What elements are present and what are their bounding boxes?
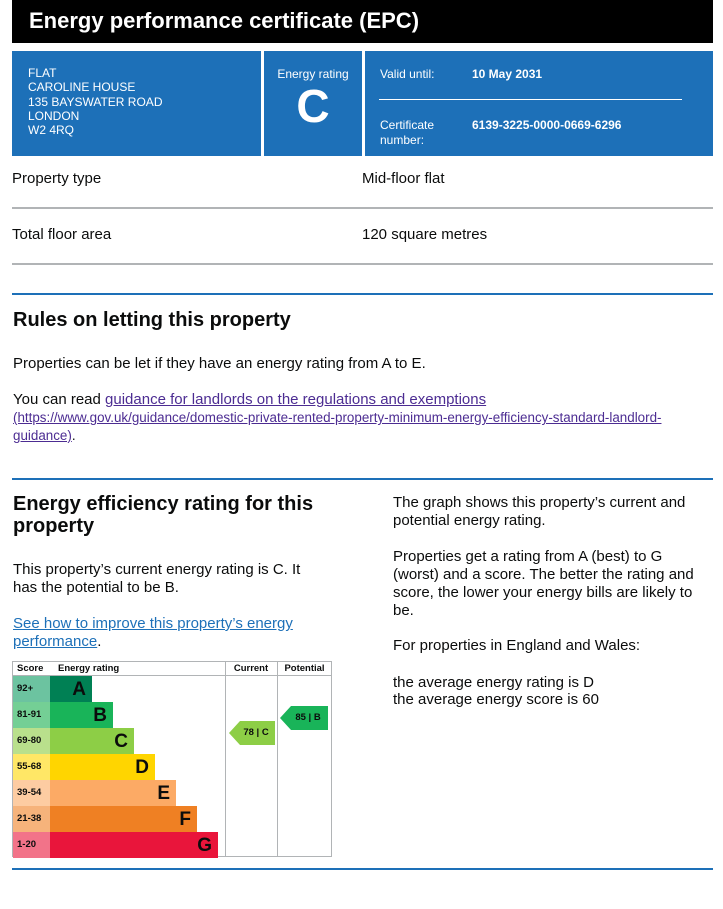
improve-energy-link[interactable]: See how to improve this property’s energy performance xyxy=(13,615,293,650)
potential-column-header: Potential xyxy=(284,663,325,674)
band-score-c: 69-80 xyxy=(13,728,50,754)
property-type-label: Property type xyxy=(12,170,102,187)
band-score-a: 92+ xyxy=(13,676,50,702)
section-divider xyxy=(12,293,713,295)
energy-rating-label: Energy rating xyxy=(277,67,349,81)
graph-description: The graph shows this property’s current and potential energy rating. xyxy=(393,494,686,529)
certificate-number-label: Certificate number: xyxy=(380,118,435,147)
property-type-value: Mid-floor flat xyxy=(362,170,445,187)
rating-explanation: Properties get a rating from A (best) to G (worst) and a score. The better the rating and score, the lower your energy bills are likely to be. xyxy=(393,548,694,619)
floor-area-value: 120 square metres xyxy=(362,226,488,243)
band-score-b: 81-91 xyxy=(13,702,50,728)
band-bar-g xyxy=(50,832,218,858)
section-divider xyxy=(12,868,713,870)
energy-rating-box xyxy=(264,51,362,156)
band-letter: A xyxy=(72,679,86,700)
property-address xyxy=(12,51,261,156)
address-line: FLAT xyxy=(28,66,57,80)
score-column-header: Score xyxy=(17,663,44,674)
improve-paragraph: See how to improve this property’s energy performance. xyxy=(13,615,293,650)
column-divider xyxy=(277,662,278,856)
epc-rating-chart xyxy=(12,661,332,857)
average-score: the average energy score is 60 xyxy=(393,691,599,708)
section-divider xyxy=(12,478,713,480)
landlord-guidance-link[interactable]: guidance for landlords on the regulations and exemptions xyxy=(105,391,487,408)
energy-rating-letter: C xyxy=(296,80,330,132)
band-bar-b xyxy=(50,702,113,728)
band-score-f: 21-38 xyxy=(13,806,50,832)
letting-paragraph: Properties can be let if they have an energy rating from A to E. xyxy=(13,355,426,372)
current-column-header: Current xyxy=(233,663,269,674)
band-letter: C xyxy=(114,731,128,752)
band-letter: G xyxy=(197,835,212,856)
band-letter: E xyxy=(157,783,170,804)
efficiency-paragraph: This property’s current energy rating is C. It has the potential to be B. xyxy=(13,561,301,596)
page-title: Energy performance certificate (EPC) xyxy=(12,0,713,43)
divider xyxy=(12,207,713,209)
band-score-d: 55-68 xyxy=(13,754,50,780)
divider xyxy=(12,263,713,265)
average-rating: the average energy rating is D xyxy=(393,674,594,691)
band-bar-a xyxy=(50,676,92,702)
address-line: LONDON xyxy=(28,108,80,123)
address-line: W2 4RQ xyxy=(28,123,75,138)
certificate-number-value: 6139-3225-0000-0669-6296 xyxy=(472,118,622,132)
divider xyxy=(379,99,682,100)
floor-area-row xyxy=(12,226,713,243)
rating-column-header: Energy rating xyxy=(58,663,120,674)
valid-until-label: Valid until: xyxy=(380,67,435,81)
certificate-validity xyxy=(365,51,713,156)
floor-area-label: Total floor area xyxy=(12,226,112,243)
band-letter: B xyxy=(93,705,107,726)
band-bar-d xyxy=(50,754,155,780)
band-score-g: 1-20 xyxy=(13,832,50,858)
potential-rating-arrow xyxy=(280,706,328,730)
letting-guidance-paragraph: You can read guidance for landlords on the regulations and exemptions xyxy=(13,391,487,408)
band-bar-f xyxy=(50,806,197,832)
column-divider xyxy=(225,662,226,856)
band-bar-c xyxy=(50,728,134,754)
potential-rating-arrow-label: 85 | B xyxy=(295,712,321,723)
current-rating-arrow-label: 78 | C xyxy=(243,727,269,738)
band-letter: F xyxy=(179,809,191,830)
england-wales-note: For properties in England and Wales: xyxy=(393,637,641,654)
landlord-guidance-url[interactable]: (https://www.gov.uk/guidance/domestic-private-rented-property-minimum-energy-efficiency-standard-landlord- guidance). xyxy=(13,410,662,443)
letting-heading: Rules on letting this property xyxy=(13,309,291,331)
band-score-e: 39-54 xyxy=(13,780,50,806)
address-line: 135 BAYSWATER ROAD xyxy=(28,94,163,109)
valid-until-value: 10 May 2031 xyxy=(472,67,543,81)
current-rating-arrow xyxy=(229,721,275,745)
address-line: CAROLINE HOUSE xyxy=(28,80,136,95)
band-letter: D xyxy=(135,757,149,778)
efficiency-heading: Energy efficiency rating for this property xyxy=(13,493,314,537)
property-type-row xyxy=(12,170,713,187)
band-bar-e xyxy=(50,780,176,806)
